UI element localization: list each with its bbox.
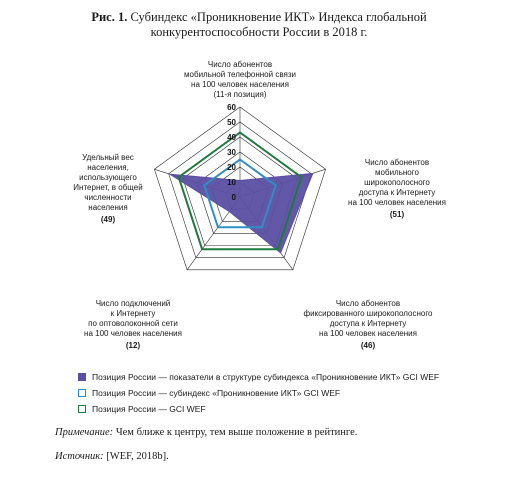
tick-label-50: 50: [227, 118, 236, 127]
axis-label-mobile-line: на 100 человек населения: [191, 80, 289, 89]
series-area-indicators: [170, 173, 313, 252]
axis-label-mobile-broadband-line: Число абонентов: [364, 158, 430, 167]
tick-label-10: 10: [227, 178, 236, 187]
figure-title-line2: конкурентоспособности России в 2018 г.: [150, 25, 368, 39]
axis-label-fixed-broadband-line: фиксированного широкополосного: [303, 309, 433, 318]
axis-label-fixed-broadband: [303, 299, 432, 351]
axis-label-internet-users-line: населения,: [87, 163, 129, 172]
legend: [78, 369, 439, 417]
axis-label-mobile-broadband-rank: (51): [389, 210, 405, 219]
axis-label-fixed-broadband-rank: (46): [360, 341, 376, 350]
legend-item-gci: [78, 401, 439, 417]
axis-label-fixed-broadband-line: доступа к Интернету: [329, 319, 407, 328]
legend-label-subindex: Позиция России — субиндекс «Проникновение ИКТ» GCI WEF: [92, 388, 341, 398]
axis-label-internet-users-rank: (49): [100, 215, 116, 224]
figure-title-line1: Субиндекс «Проникновение ИКТ» Индекса глобальной: [130, 10, 427, 24]
tick-label-60: 60: [227, 103, 236, 112]
axis-label-fixed-broadband-line: Число абонентов: [335, 299, 401, 308]
tick-label-20: 20: [227, 163, 236, 172]
legend-item-subindex: [78, 385, 439, 401]
axis-label-internet-users-line: населения: [88, 203, 128, 212]
axis-label-mobile-broadband-line: мобильного: [375, 168, 419, 177]
legend-label-gci: Позиция России — GCI WEF: [92, 404, 206, 414]
axis-label-mobile: [184, 60, 296, 100]
note-label: Примечание:: [55, 427, 114, 438]
axis-label-fiber-line: Число подключений: [95, 299, 171, 308]
note-text: Чем ближе к центру, тем выше положение в рейтинге.: [113, 427, 358, 438]
axis-label-fiber-line: на 100 человек населения: [84, 329, 182, 338]
chart-note: [55, 427, 357, 438]
figure-label: Рис. 1.: [91, 10, 128, 24]
axis-label-mobile-line: Число абонентов: [207, 60, 273, 69]
axis-label-mobile-broadband-line: на 100 человек населения: [348, 198, 446, 207]
legend-swatch-subindex: [78, 389, 86, 397]
axis-label-internet-users-line: Удельный вес: [82, 153, 134, 162]
legend-swatch-indicators: [78, 373, 86, 381]
source-label: Источник:: [55, 451, 104, 462]
legend-item-indicators: [78, 369, 439, 385]
axis-label-fiber-rank: (12): [125, 341, 141, 350]
axis-label-mobile-broadband-line: широкополосного: [364, 178, 430, 187]
axis-label-fixed-broadband-line: на 100 человек населения: [319, 329, 417, 338]
axis-label-mobile-broadband: [348, 158, 446, 220]
axis-label-internet-users-line: Интернет, в общей: [73, 183, 143, 192]
source-text: [WEF, 2018b].: [103, 451, 169, 462]
axis-label-mobile-line: мобильной телефонной связи: [184, 70, 296, 79]
tick-label-0: 0: [231, 193, 236, 202]
axis-label-mobile-line: (11-я позиция): [213, 90, 267, 99]
legend-label-indicators: Позиция России — показатели в структуре субиндекса «Проникновение ИКТ» GCI WEF: [92, 372, 440, 382]
chart-source: [55, 451, 169, 462]
axis-label-internet-users-line: численности: [84, 193, 132, 202]
axis-label-internet-users: [73, 153, 142, 225]
axis-label-mobile-broadband-line: доступа к Интернету: [358, 188, 436, 197]
tick-label-40: 40: [227, 133, 236, 142]
axis-label-fiber-line: по оптоволоконной сети: [88, 319, 178, 328]
tick-label-30: 30: [227, 148, 236, 157]
axis-label-fiber-line: к Интернету: [110, 309, 156, 318]
legend-swatch-gci: [78, 405, 86, 413]
axis-label-internet-users-line: использующего: [79, 173, 137, 182]
axis-label-fiber: [84, 299, 182, 351]
